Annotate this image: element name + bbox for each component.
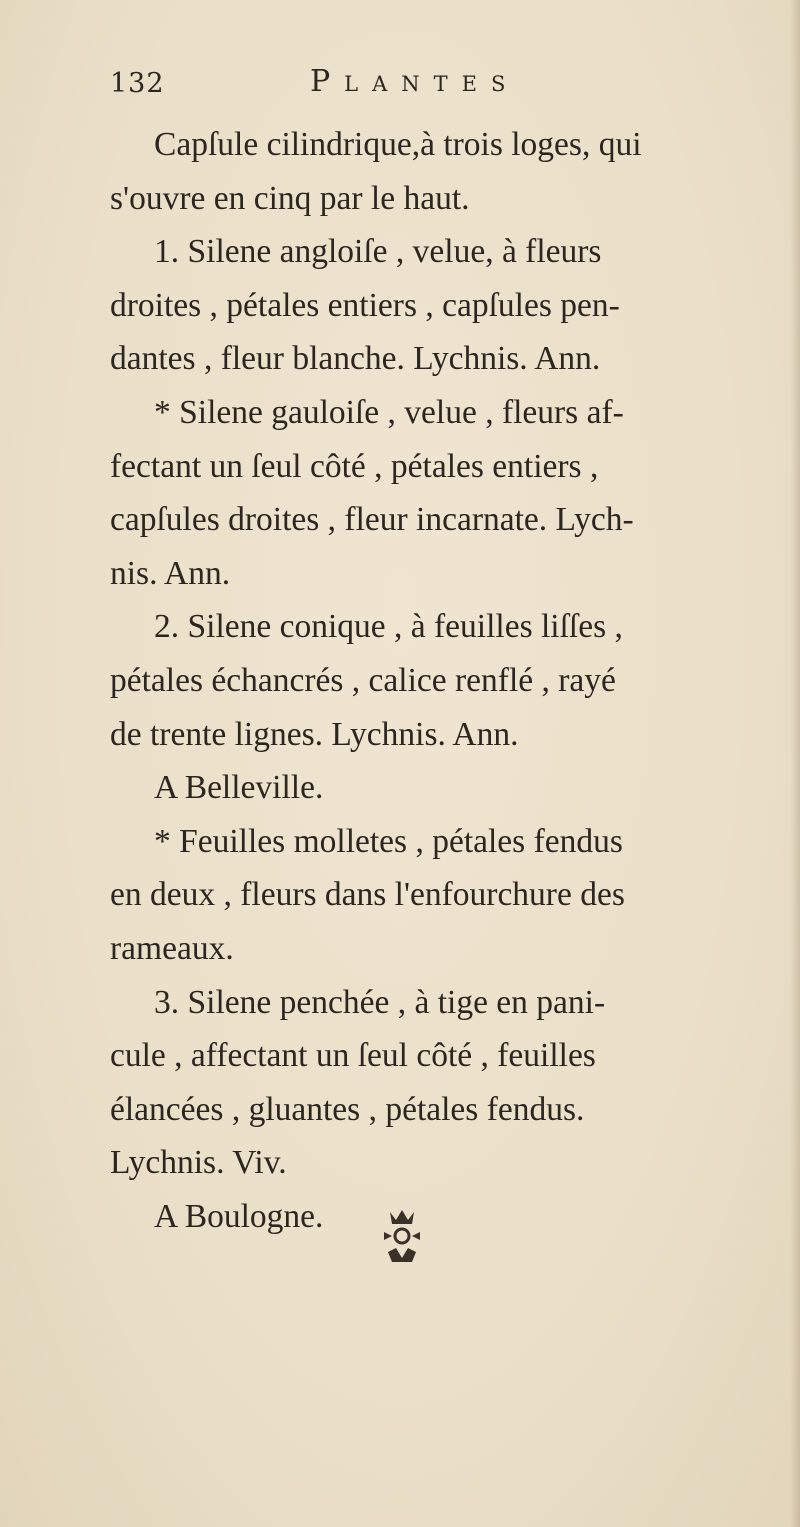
text-line: droites , pétales entiers , capſules pen- — [110, 286, 620, 324]
text-line: dantes , fleur blanche. Lychnis. Ann. — [110, 340, 601, 378]
page-number: 132 — [110, 68, 165, 99]
body-text — [110, 118, 720, 1243]
text-line: Lychnis. Viv. — [110, 1144, 287, 1182]
text-line: nis. Ann. — [110, 554, 231, 592]
page-header — [110, 64, 710, 108]
text-line: fectant un ſeul côté , pétales entiers , — [110, 447, 599, 485]
text-line: A Boulogne. — [154, 1197, 324, 1235]
text-line: pétales échancrés , calice renflé , rayé — [110, 661, 616, 699]
text-line: A Belleville. — [154, 769, 324, 807]
running-head: Plantes — [310, 64, 520, 99]
text-line: capſules droites , fleur incarnate. Lych- — [110, 501, 634, 539]
text-line: 2. Silene conique , à feuilles liſſes , — [154, 608, 623, 646]
text-line: Capſule cilindrique,à trois loges, qui — [154, 126, 642, 163]
text-line: * Feuilles molletes , pétales fendus — [154, 822, 623, 860]
text-line: en deux , fleurs dans l'enfourchure des — [110, 876, 625, 914]
text-line: 1. Silene angloiſe , velue, à fleurs — [154, 233, 602, 271]
page-edge-shadow — [790, 0, 800, 1527]
text-line: cule , affectant un ſeul côté , feuilles — [110, 1037, 596, 1075]
text-line: rameaux. — [110, 929, 234, 967]
printer-ornament-icon — [378, 1206, 426, 1270]
text-line: élancées , gluantes , pétales fendus. — [110, 1090, 585, 1128]
text-line: de trente lignes. Lychnis. Ann. — [110, 715, 519, 753]
text-line: 3. Silene penchée , à tige en pani- — [154, 983, 606, 1021]
text-line: * Silene gauloiſe , velue , fleurs af- — [154, 393, 624, 431]
text-line: s'ouvre en cinq par le haut. — [110, 179, 470, 217]
